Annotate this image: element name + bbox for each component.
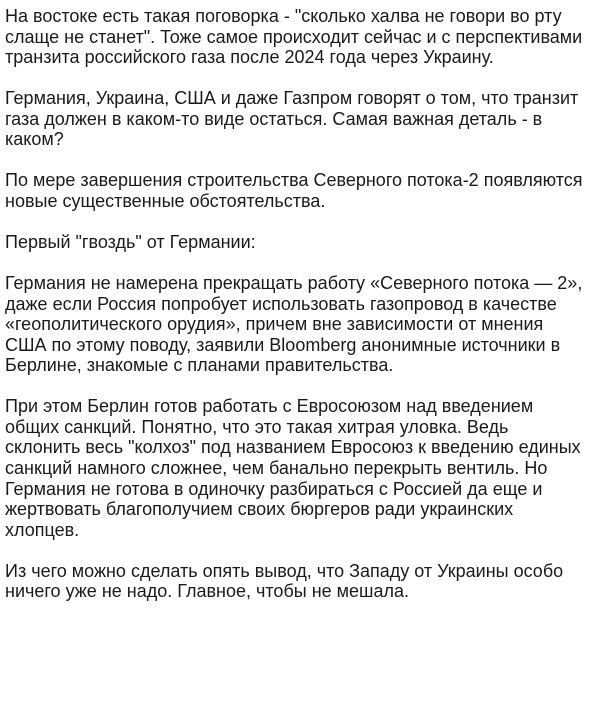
paragraph-germany-position: Германия не намерена прекращать работу «Северного потока — 2», даже если Россия попробует использовать газопровод в качестве «геополитического орудия», причем вне зависимости от мнения США по этому поводу, заявили Bloomberg анонимные источники в Берлине, знакомые с планами правительства. [5, 272, 583, 376]
paragraph-intro: На востоке есть такая поговорка - "сколько халва не говори во рту слаще не станет". Тоже самое происходит сейчас и с перспективами транзита российского газа после 2024 года через Украину. [5, 6, 583, 68]
paragraph-nord-stream: По мере завершения строительства Северного потока-2 появляются новые существенные обстоятельства. [5, 170, 583, 211]
paragraph-conclusion: Из чего можно сделать опять вывод, что Западу от Украины особо ничего уже не надо. Главное, чтобы не мешала. [5, 560, 564, 602]
paragraph-first-nail: Первый "гвоздь" от Германии: [5, 231, 256, 252]
paragraph-transit: Германия, Украина, США и даже Газпром говорят о том, что транзит газа должен в каком-то виде остаться. Самая важная деталь - в каком? [5, 88, 579, 150]
paragraph-sanctions: При этом Берлин готов работать с Евросоюзом над введением общих санкций. Понятно, что это такая хитрая уловка. Ведь склонить весь "колхоз" под названием Евросоюз к введению единых санкций намного сложнее, чем банально перекрыть вентиль. Но Германия не готова в одиночку разбираться с Россией да еще и жертвовать благополучием своих бюргеров ради украинских хлопцев. [5, 396, 581, 540]
